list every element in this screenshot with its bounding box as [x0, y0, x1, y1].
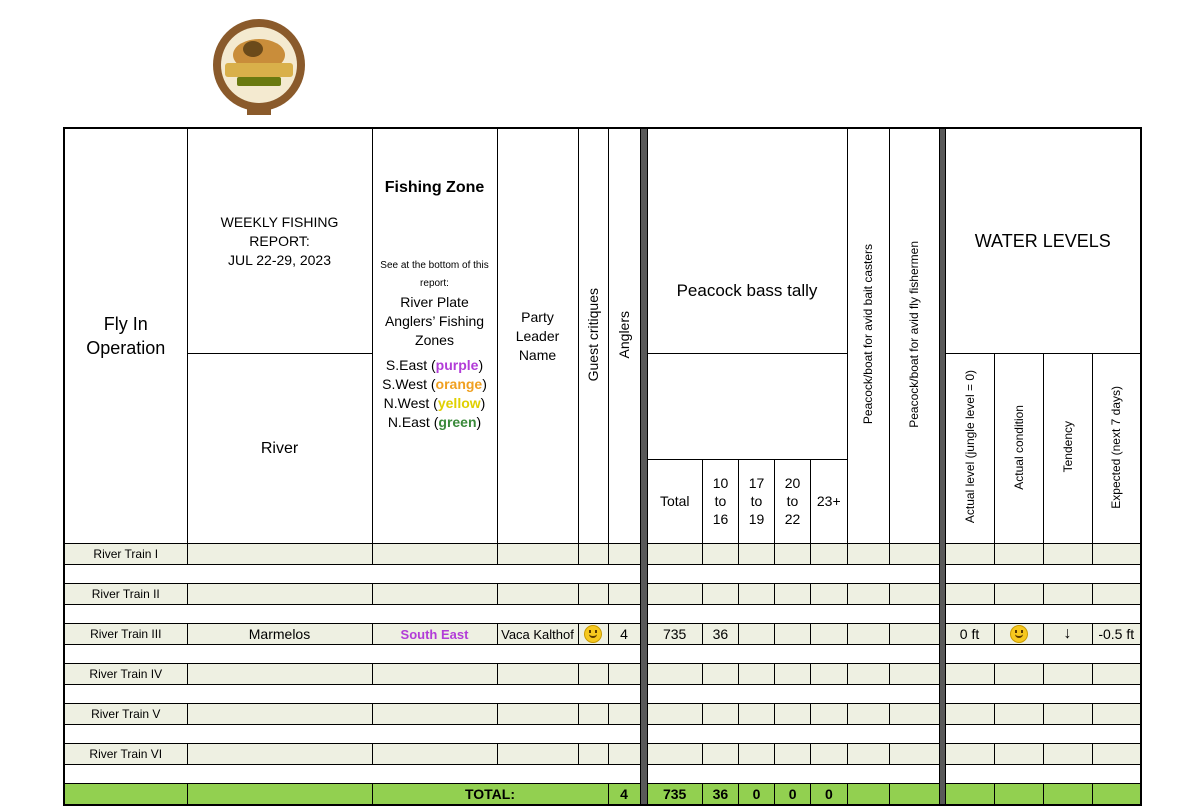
- size-23-plus-header: 23+: [811, 459, 847, 543]
- report-table: [63, 127, 1142, 806]
- total-header: Total: [648, 459, 703, 543]
- table-row: [64, 664, 1141, 685]
- anglers-cell: 4: [608, 624, 640, 645]
- row-name: River Train V: [64, 704, 187, 725]
- weekly-report-title: WEEKLY FISHING REPORT: JUL 22-29, 2023: [187, 128, 372, 354]
- zone-legend-ne: N.East (green): [387, 414, 482, 430]
- fly-fishermen-header: Peacock/boat for avid fly fishermen: [889, 128, 939, 544]
- tally-subheader-wrap: [647, 354, 847, 544]
- row-name: River Train IV: [64, 664, 187, 685]
- condition-cell: [994, 624, 1043, 645]
- fly-in-operation-header: Fly In Operation: [64, 128, 187, 544]
- table-row: [64, 584, 1141, 605]
- row-name: River Train III: [64, 624, 187, 645]
- row-name: River Train VI: [64, 744, 187, 765]
- size-10-16-header: 10 to 16: [703, 459, 739, 543]
- total-row: [64, 784, 1141, 806]
- water-levels-header: WATER LEVELS: [945, 128, 1141, 354]
- table-row: [64, 704, 1141, 725]
- guest-critique-cell: [578, 624, 608, 645]
- total-10-16: 36: [702, 784, 738, 806]
- smiley-icon: [584, 625, 602, 643]
- total-20-22: 0: [775, 784, 811, 806]
- row-name: River Train I: [64, 544, 187, 565]
- zone-legend-nw: N.West (yellow): [383, 395, 486, 411]
- size-17-19-header: 17 to 19: [739, 459, 775, 543]
- table-row: [64, 544, 1141, 565]
- size-20-22-header: 20 to 22: [775, 459, 811, 543]
- total-fish: 735: [647, 784, 702, 806]
- weekly-fishing-report: [63, 127, 1142, 806]
- river-header: River: [187, 354, 372, 544]
- anglers-header: Anglers: [608, 128, 640, 544]
- size-10-16-cell: 36: [702, 624, 738, 645]
- river-cell: Marmelos: [187, 624, 372, 645]
- row-name: River Train II: [64, 584, 187, 605]
- guest-critiques-header: Guest critiques: [578, 128, 608, 544]
- fishing-zone-header: Fishing Zone See at the bottom of this report: River Plate Anglers’ Fishing Zones S.East (purple) S.West (orange) N.West (yellow) N.East (green): [372, 128, 497, 544]
- peacock-tally-header: Peacock bass tally: [647, 128, 847, 354]
- actual-level-header: Actual level (jungle level = 0): [945, 354, 994, 544]
- leader-cell: Vaca Kalthof: [497, 624, 578, 645]
- zone-legend-sw: S.West (orange): [382, 376, 487, 392]
- level-cell: 0 ft: [945, 624, 994, 645]
- party-leader-header: Party Leader Name: [497, 128, 578, 544]
- expected-cell: -0.5 ft: [1092, 624, 1141, 645]
- actual-condition-header: Actual condition: [994, 354, 1043, 544]
- column-separator: [640, 128, 647, 544]
- total-cell: 735: [647, 624, 702, 645]
- total-23-plus: 0: [811, 784, 847, 806]
- bait-casters-header: Peacock/boat for avid bait casters: [847, 128, 889, 544]
- tendency-header: Tendency: [1043, 354, 1092, 544]
- total-anglers: 4: [608, 784, 640, 806]
- table-row: [64, 624, 1141, 645]
- tendency-arrow-icon: ↓: [1043, 624, 1092, 645]
- expected-header: Expected (next 7 days): [1092, 354, 1141, 544]
- zone-legend-se: S.East (purple): [385, 357, 484, 373]
- table-row: [64, 744, 1141, 765]
- zone-cell: South East: [372, 624, 497, 645]
- smiley-icon: [1010, 625, 1028, 643]
- total-17-19: 0: [738, 784, 774, 806]
- total-label: TOTAL:: [372, 784, 608, 806]
